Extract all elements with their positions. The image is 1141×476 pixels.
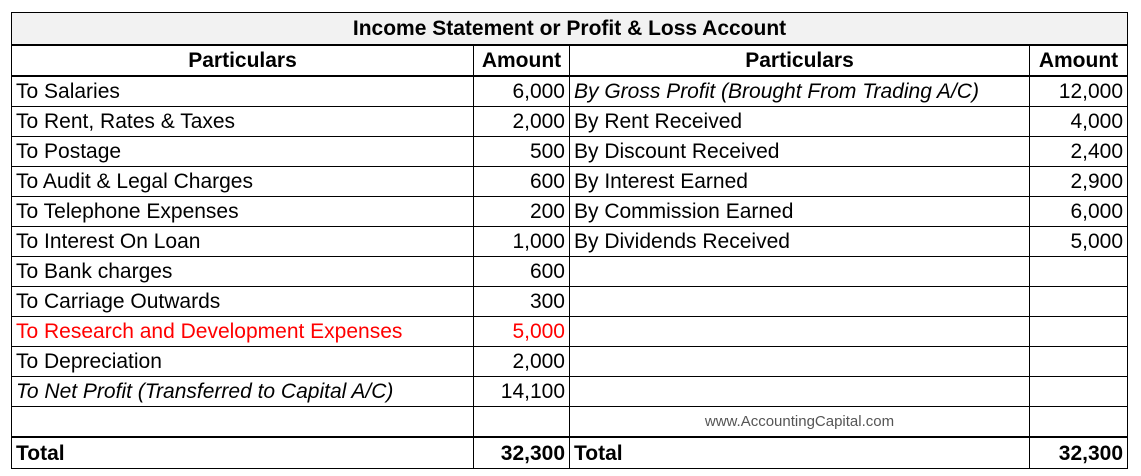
dr-particular: To Net Profit (Transferred to Capital A/C) (12, 377, 474, 407)
header-cr-amount: Amount (1030, 45, 1128, 76)
table-row (12, 347, 1128, 377)
dr-amount: 2,000 (474, 107, 570, 137)
table-row (12, 257, 1128, 287)
dr-particular: To Interest On Loan (12, 227, 474, 257)
dr-amount: 500 (474, 137, 570, 167)
cr-particular: By Dividends Received (570, 227, 1030, 257)
cr-amount (1030, 317, 1128, 347)
cr-particular (570, 377, 1030, 407)
dr-amount (474, 407, 570, 438)
dr-amount: 5,000 (474, 317, 570, 347)
statement-title: Income Statement or Profit & Loss Account (12, 13, 1128, 46)
cr-amount: 2,400 (1030, 137, 1128, 167)
table-row (12, 287, 1128, 317)
header-dr-particulars: Particulars (12, 45, 474, 76)
cr-amount: 12,000 (1030, 76, 1128, 107)
cr-particular (570, 257, 1030, 287)
dr-amount: 600 (474, 257, 570, 287)
cr-amount (1030, 257, 1128, 287)
cr-particular: By Gross Profit (Brought From Trading A/C) (570, 76, 1030, 107)
cr-total-amount: 32,300 (1030, 437, 1128, 469)
header-row (12, 45, 1128, 76)
dr-particular: To Postage (12, 137, 474, 167)
dr-particular: To Audit & Legal Charges (12, 167, 474, 197)
dr-particular: To Research and Development Expenses (12, 317, 474, 347)
cr-total-label: Total (570, 437, 1030, 469)
dr-amount: 14,100 (474, 377, 570, 407)
title-row (12, 13, 1128, 46)
table-row (12, 167, 1128, 197)
dr-total-amount: 32,300 (474, 437, 570, 469)
table-row (12, 407, 1128, 438)
dr-particular: To Depreciation (12, 347, 474, 377)
cr-amount (1030, 407, 1128, 438)
table-row (12, 377, 1128, 407)
cr-particular: By Discount Received (570, 137, 1030, 167)
table-row (12, 197, 1128, 227)
cr-particular (570, 287, 1030, 317)
dr-amount: 600 (474, 167, 570, 197)
pl-account (11, 12, 1128, 469)
dr-amount: 300 (474, 287, 570, 317)
income-statement-table (11, 12, 1128, 469)
dr-particular: To Salaries (12, 76, 474, 107)
header-dr-amount: Amount (474, 45, 570, 76)
dr-amount: 200 (474, 197, 570, 227)
table-row (12, 137, 1128, 167)
table-row-highlighted (12, 317, 1128, 347)
cr-amount (1030, 347, 1128, 377)
cr-particular: By Rent Received (570, 107, 1030, 137)
header-cr-particulars: Particulars (570, 45, 1030, 76)
dr-amount: 2,000 (474, 347, 570, 377)
dr-total-label: Total (12, 437, 474, 469)
dr-particular: To Carriage Outwards (12, 287, 474, 317)
dr-particular: To Bank charges (12, 257, 474, 287)
cr-amount (1030, 287, 1128, 317)
cr-amount: 2,900 (1030, 167, 1128, 197)
dr-particular: To Rent, Rates & Taxes (12, 107, 474, 137)
dr-amount: 6,000 (474, 76, 570, 107)
cr-amount: 6,000 (1030, 197, 1128, 227)
cr-amount: 5,000 (1030, 227, 1128, 257)
table-row (12, 227, 1128, 257)
dr-particular: To Telephone Expenses (12, 197, 474, 227)
cr-particular (570, 347, 1030, 377)
table-row (12, 107, 1128, 137)
total-row (12, 437, 1128, 469)
cr-amount: 4,000 (1030, 107, 1128, 137)
table-row (12, 76, 1128, 107)
dr-particular (12, 407, 474, 438)
cr-amount (1030, 377, 1128, 407)
cr-particular (570, 317, 1030, 347)
cr-particular: By Interest Earned (570, 167, 1030, 197)
dr-amount: 1,000 (474, 227, 570, 257)
cr-particular: By Commission Earned (570, 197, 1030, 227)
watermark-text: www.AccountingCapital.com (570, 407, 1030, 438)
